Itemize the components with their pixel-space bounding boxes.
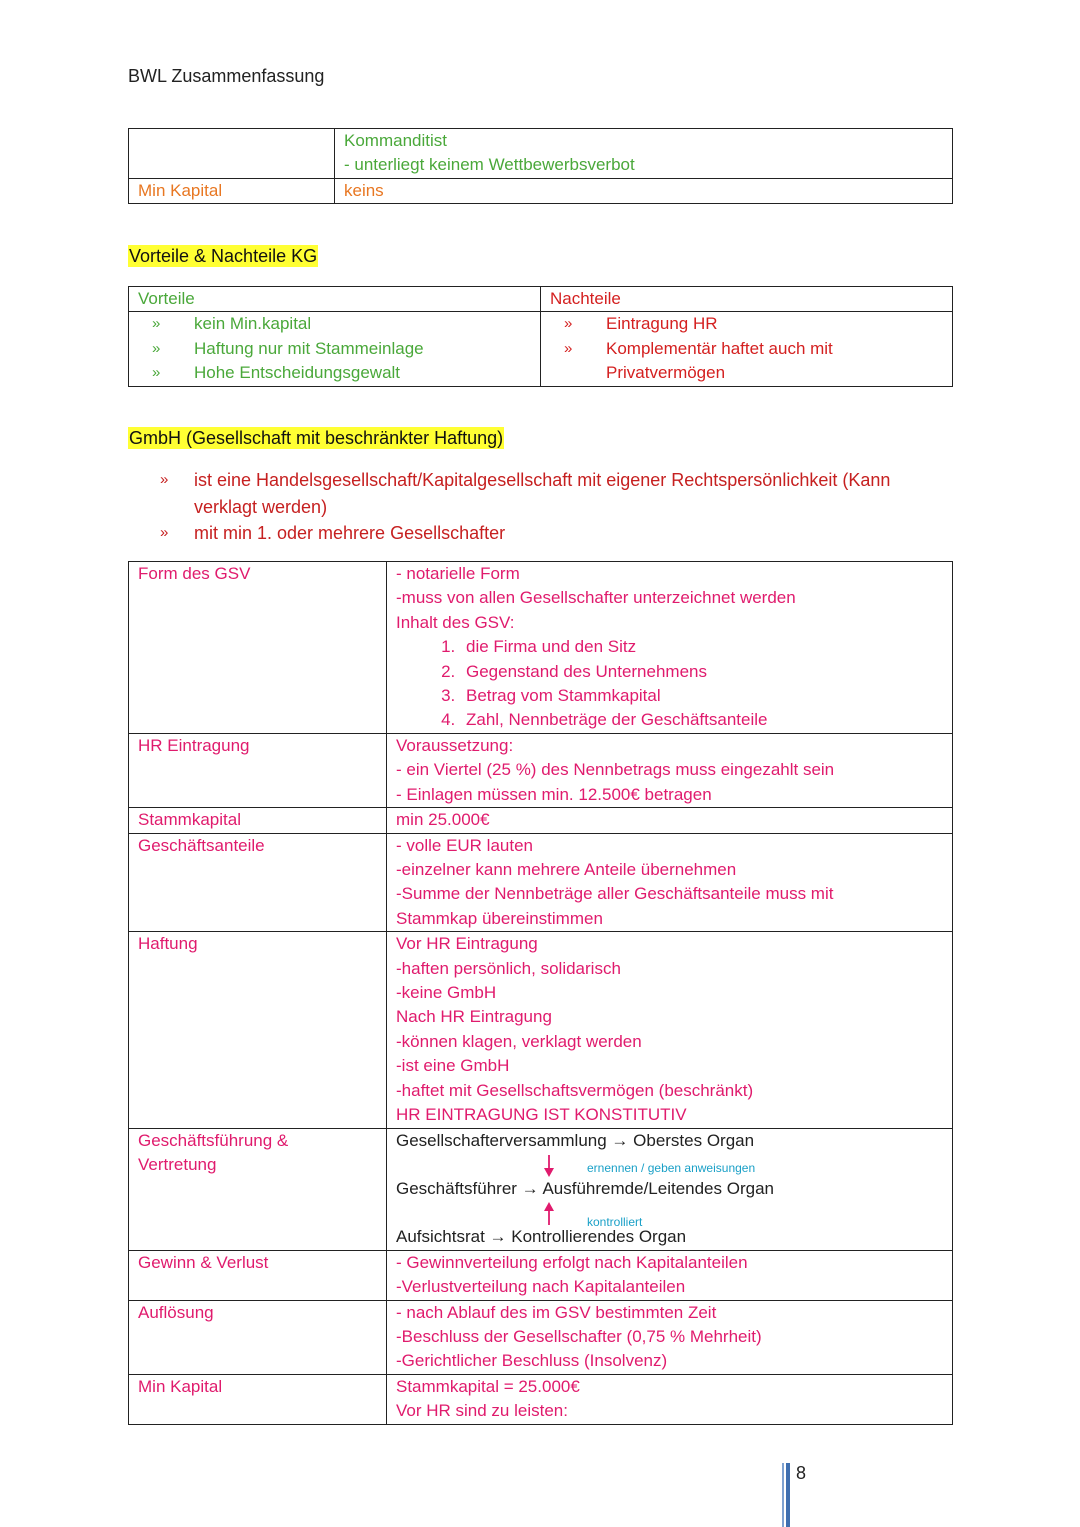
pros-label: Vorteile	[129, 287, 541, 312]
list-item: » Hohe Entscheidungsgewalt	[152, 363, 401, 383]
stamm-label: Stammkapital	[129, 808, 387, 833]
kg-wettbewerb: - unterliegt keinem Wettbewerbsverbot	[344, 155, 635, 175]
text-line: Gesellschafterversammlung → Oberstes Organ	[396, 1130, 755, 1150]
ernennen-note: ernennen / geben anweisungen	[587, 1160, 756, 1175]
kg-minkap-value: keins	[335, 179, 953, 204]
list-item: » mit min 1. oder mehrere Gesellschafter	[160, 523, 506, 543]
text-line: -haften persönlich, solidarisch	[396, 958, 621, 978]
stamm-value: min 25.000€	[387, 808, 953, 833]
page-header: BWL Zusammenfassung	[128, 66, 325, 86]
list-item: » Haftung nur mit Stammeinlage	[152, 338, 424, 358]
aufloesung-label: Auflösung	[129, 1300, 387, 1374]
kg-row1-content	[335, 129, 953, 179]
hr-label: HR Eintragung	[129, 734, 387, 808]
page-number: 8	[796, 1463, 807, 1483]
table-row	[129, 808, 953, 833]
text-line: - Gewinnverteilung erfolgt nach Kapitalanteilen	[396, 1252, 748, 1272]
text-line: Nach HR Eintragung	[396, 1007, 552, 1027]
kg-pros-cons-heading: Vorteile & Nachteile KG	[129, 246, 318, 266]
text-line: Vertretung	[138, 1154, 217, 1174]
text-line: -ist eine GmbH	[396, 1056, 510, 1076]
text-line: -einzelner kann mehrere Anteile übernehmen	[396, 860, 737, 880]
list-item: 2. Gegenstand des Unternehmens	[460, 660, 943, 684]
gsv-content-list	[396, 635, 943, 733]
text-line: Geschäftsführer → Ausführemde/Leitendes Organ	[396, 1178, 774, 1198]
text-line: - notarielle Form	[396, 564, 520, 583]
cons-label: Nachteile	[541, 287, 953, 312]
arrow-row	[396, 1153, 943, 1177]
list-item: » Eintragung HR	[564, 314, 718, 334]
text-line: HR EINTRAGUNG IST KONSTITUTIV	[396, 1105, 687, 1125]
text-line: -können klagen, verklagt werden	[396, 1031, 642, 1051]
table-row	[129, 932, 953, 1128]
gmbh-heading: GmbH (Gesellschaft mit beschränkter Haftung)	[129, 428, 504, 448]
haftung-content	[387, 932, 953, 1128]
kg-minkap-label: Min Kapital	[129, 179, 335, 204]
arrow-down-icon	[543, 1155, 555, 1179]
minkap-label: Min Kapital	[129, 1374, 387, 1424]
page-number-bar-accent	[786, 1463, 790, 1527]
kg-row1-label	[129, 129, 335, 179]
list-item: » ist eine Handelsgesellschaft/Kapitalgesellschaft mit eigener Rechtspersönlichkeit (Kann verklagt werden)	[160, 470, 891, 517]
table-row	[129, 1374, 953, 1424]
fuehrung-label	[129, 1128, 387, 1250]
text-line: -muss von allen Gesellschafter unterzeichnet werden	[396, 588, 796, 608]
table-row	[129, 1128, 953, 1250]
list-item: Privatvermögen	[606, 363, 726, 383]
text-line: Vor HR sind zu leisten:	[396, 1401, 568, 1421]
anteile-label: Geschäftsanteile	[129, 833, 387, 932]
text-line: -Gerichtlicher Beschluss (Insolvenz)	[396, 1351, 668, 1371]
text-line: -keine GmbH	[396, 983, 497, 1003]
page-number-bar	[782, 1463, 784, 1527]
text-line: - volle EUR lauten	[396, 835, 534, 855]
text-line: Geschäftsführung &	[138, 1130, 289, 1150]
aufloesung-content	[387, 1300, 953, 1374]
table-row	[129, 1250, 953, 1300]
text-line: -Verlustverteilung nach Kapitalanteilen	[396, 1277, 686, 1297]
text-line: Stammkap übereinstimmen	[396, 908, 603, 928]
form-content	[387, 562, 953, 734]
list-item: 3. Betrag vom Stammkapital	[460, 684, 943, 708]
list-item: » Komplementär haftet auch mit	[564, 338, 833, 358]
text-line: -Summe der Nennbeträge aller Geschäftsanteile muss mit	[396, 884, 834, 904]
gewinn-label: Gewinn & Verlust	[129, 1250, 387, 1300]
anteile-content	[387, 833, 953, 932]
arrow-row	[396, 1201, 943, 1230]
table-row	[129, 1300, 953, 1374]
text-line: - Einlagen müssen min. 12.500€ betragen	[396, 784, 712, 804]
pros-list	[129, 312, 541, 386]
haftung-label: Haftung	[129, 932, 387, 1128]
text-line: -haftet mit Gesellschaftsvermögen (beschränkt)	[396, 1080, 754, 1100]
table-row	[129, 562, 953, 734]
fuehrung-content	[387, 1128, 953, 1250]
kg-pros-cons-table	[128, 286, 953, 387]
gmbh-intro-list	[160, 467, 920, 547]
text-line: Aufsichtsrat → Kontrollierendes Organ	[396, 1227, 687, 1247]
form-label: Form des GSV	[129, 562, 387, 734]
table-row	[129, 312, 953, 386]
kg-kommanditist: Kommanditist	[344, 131, 447, 150]
table-row	[129, 287, 953, 312]
table-row	[129, 179, 953, 204]
text-line: Inhalt des GSV:	[396, 612, 515, 632]
hr-content	[387, 734, 953, 808]
table-row	[129, 129, 953, 179]
arrow-up-icon	[543, 1201, 555, 1225]
text-line: Stammkapital = 25.000€	[396, 1376, 580, 1396]
text-line: Vor HR Eintragung	[396, 934, 538, 954]
text-line: - ein Viertel (25 %) des Nennbetrags muss eingezahlt sein	[396, 760, 835, 780]
list-item: » kein Min.kapital	[152, 314, 312, 334]
kg-table	[128, 128, 953, 204]
cons-list	[541, 312, 953, 386]
list-item: 1. die Firma und den Sitz	[460, 635, 943, 659]
gmbh-table	[128, 561, 953, 1425]
table-row	[129, 734, 953, 808]
text-line: Voraussetzung:	[396, 736, 514, 755]
minkap-content	[387, 1374, 953, 1424]
text-line: - nach Ablauf des im GSV bestimmten Zeit	[396, 1302, 717, 1322]
gewinn-content	[387, 1250, 953, 1300]
text-line: -Beschluss der Gesellschafter (0,75 % Mehrheit)	[396, 1326, 762, 1346]
list-item: 4. Zahl, Nennbeträge der Geschäftsanteile	[460, 708, 943, 732]
table-row	[129, 833, 953, 932]
kontrolliert-note: kontrolliert	[587, 1215, 643, 1230]
